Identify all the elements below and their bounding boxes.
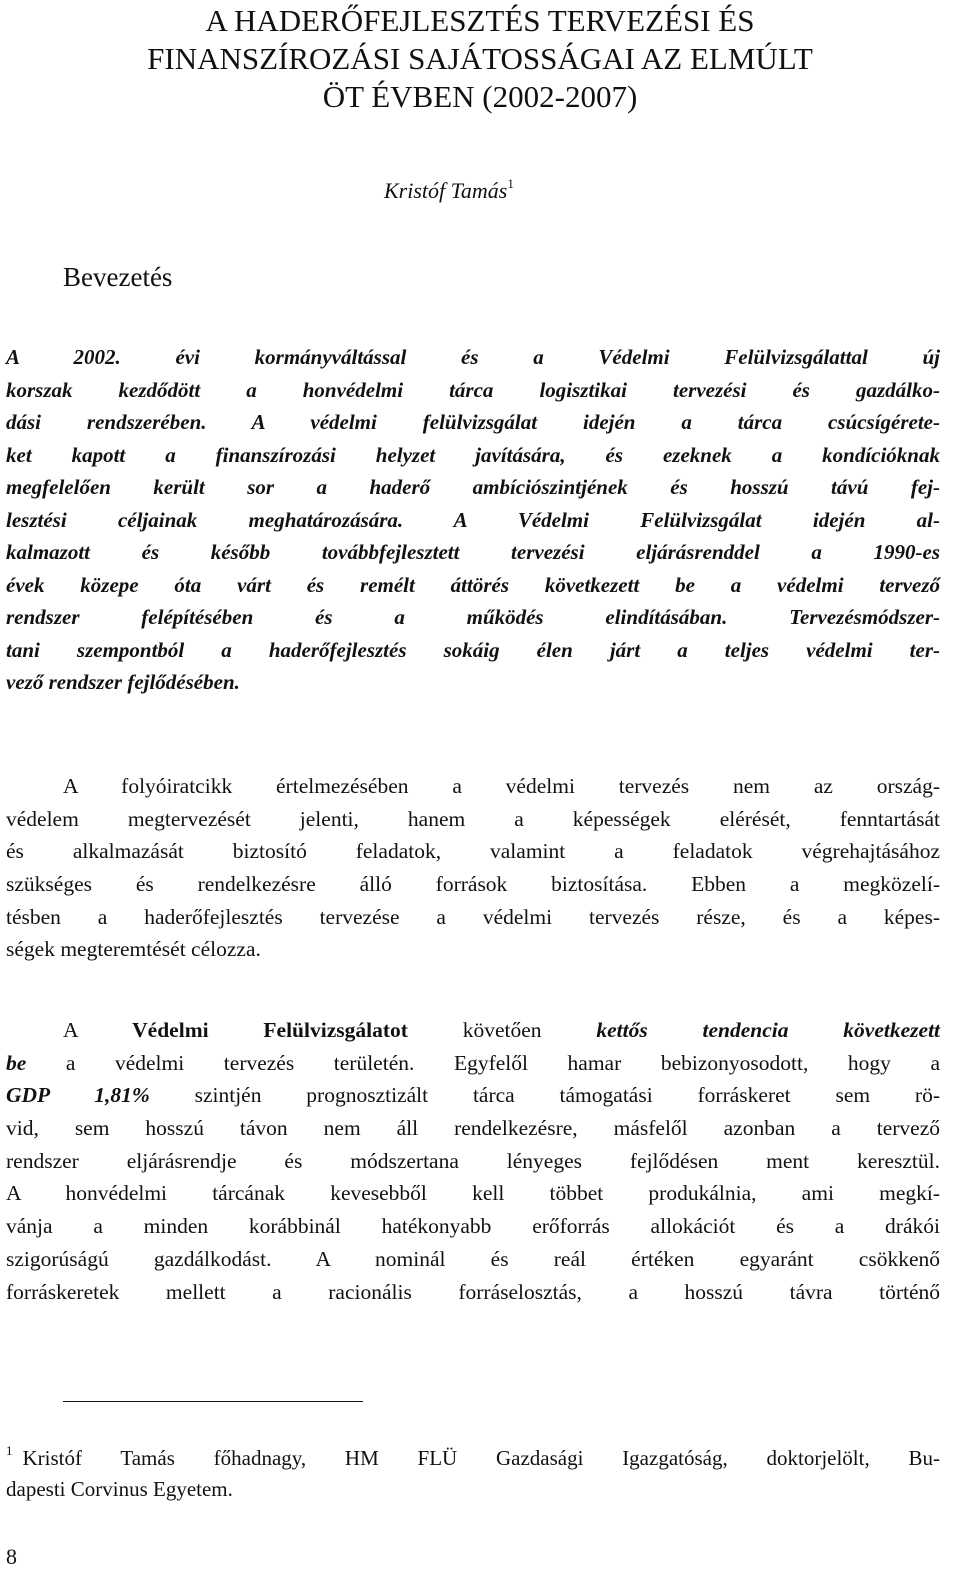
paragraph-line: ket kapott a finanszírozási helyzet javítására, és ezeknek a kondícióknak xyxy=(6,442,940,467)
emphasis-bold-italic: be xyxy=(6,1050,27,1075)
paragraph-line: védelem megtervezését jelenti, hanem a képességek elérését, fenntartását xyxy=(6,806,940,831)
paragraph-line: rendszer eljárásrendje és módszertana lényeges fejlődésen ment keresztül. xyxy=(6,1148,940,1173)
paragraph-line: vánja a minden korábbinál hatékonyabb erőforrás allokációt és a drákói xyxy=(6,1214,940,1239)
paragraph-abstract xyxy=(6,341,940,699)
paragraph-line: évek közepe óta várt és remélt áttörés következett be a védelmi tervező xyxy=(6,572,940,597)
paragraph-line xyxy=(6,1014,940,1047)
title-line-3: ÖT ÉVBEN (2002-2007) xyxy=(322,79,638,114)
paragraph-line: vid, sem hosszú távon nem áll rendelkezésre, másfelől azonban a tervező xyxy=(6,1116,940,1141)
footnote-text: Kristóf Tamás főhadnagy, HM FLÜ Gazdasági Igazgatóság, doktorjelölt, Bu- xyxy=(22,1446,940,1470)
paragraph-line: A 2002. évi kormányváltással és a Védelmi Felülvizsgálattal új xyxy=(6,345,940,369)
text-run: követően xyxy=(407,1018,597,1042)
paragraph-definition xyxy=(6,770,940,966)
paragraph-line: szigorúságú gazdálkodást. A nominál és reál értéken egyaránt csökkenő xyxy=(6,1246,940,1271)
paragraph-line xyxy=(6,770,940,803)
paragraph-line: szükséges és rendelkezésre álló források biztosítása. Ebben a megközelí- xyxy=(6,872,940,897)
paragraph-line xyxy=(6,1079,940,1112)
title-line-2: FINANSZÍROZÁSI SAJÁTOSSÁGAI AZ ELMÚLT xyxy=(147,41,813,76)
paragraph-line: tani szempontból a haderőfejlesztés sokáig élen járt a teljes védelmi ter- xyxy=(6,637,940,662)
paragraph-line: forráskeretek mellett a racionális forráselosztás, a hosszú távra történő xyxy=(6,1279,940,1304)
emphasis-bold-italic: GDP 1,81% xyxy=(6,1083,150,1108)
paragraph-line xyxy=(6,1047,940,1080)
paragraph-line: megfelelően került sor a haderő ambíciószintjének és hosszú távú fej- xyxy=(6,475,940,499)
text-run: a védelmi tervezés területén. Egyfelől hamar bebizonyosodott, hogy a xyxy=(26,1050,940,1075)
title-line-1: A HADERŐFEJLESZTÉS TERVEZÉSI ÉS xyxy=(205,3,755,38)
paragraph-line: kalmazott és később továbbfejlesztett tervezési eljárásrenddel a 1990-es xyxy=(6,540,940,564)
paragraph-line-text: A folyóiratcikk értelmezésében a védelmi tervezés nem az ország- xyxy=(63,774,940,798)
author-footnote-ref: 1 xyxy=(507,176,514,191)
paragraph-line: és alkalmazását biztosító feladatok, valamint a feladatok végrehajtásához xyxy=(6,839,940,864)
paragraph-line: tésben a haderőfejlesztés tervezése a védelmi tervezés része, és a képes- xyxy=(6,904,940,929)
footnote xyxy=(6,1435,940,1505)
emphasis-bold: Védelmi Felülvizsgálatot xyxy=(132,1018,408,1042)
text-run: A xyxy=(63,1018,133,1042)
text-run: szintjén prognosztizált tárca támogatási forráskeret sem rö- xyxy=(149,1083,940,1108)
page-number: 8 xyxy=(6,1544,17,1569)
article-title xyxy=(60,2,900,116)
footnote-line: dapesti Corvinus Egyetem. xyxy=(6,1477,233,1501)
paragraph-tendency xyxy=(6,1014,940,1308)
footnote-mark: 1 xyxy=(6,1443,13,1458)
paragraph-line: A honvédelmi tárcának kevesebből kell többet produkálnia, ami megkí- xyxy=(6,1181,940,1206)
author-byline xyxy=(384,176,514,204)
author-name: Kristóf Tamás xyxy=(384,178,508,203)
footnote-separator xyxy=(63,1401,363,1402)
paragraph-line: rendszer felépítésében és a működés elindításában. Tervezésmódszer- xyxy=(6,605,940,629)
paragraph-line: korszak kezdődött a honvédelmi tárca logisztikai tervezési és gazdálko- xyxy=(6,377,940,402)
paragraph-line: ségek megteremtését célozza. xyxy=(6,937,261,962)
emphasis-bold-italic: kettős tendencia következett xyxy=(596,1018,941,1042)
paragraph-line: vező rendszer fejlődésében. xyxy=(6,670,240,694)
paragraph-line: lesztési céljainak meghatározására. A Védelmi Felülvizsgálat idején al- xyxy=(6,507,940,532)
footnote-line xyxy=(6,1435,940,1474)
section-heading: Bevezetés xyxy=(63,262,173,292)
paragraph-line: dási rendszerében. A védelmi felülvizsgálat idején a tárca csúcsígérete- xyxy=(6,410,940,434)
